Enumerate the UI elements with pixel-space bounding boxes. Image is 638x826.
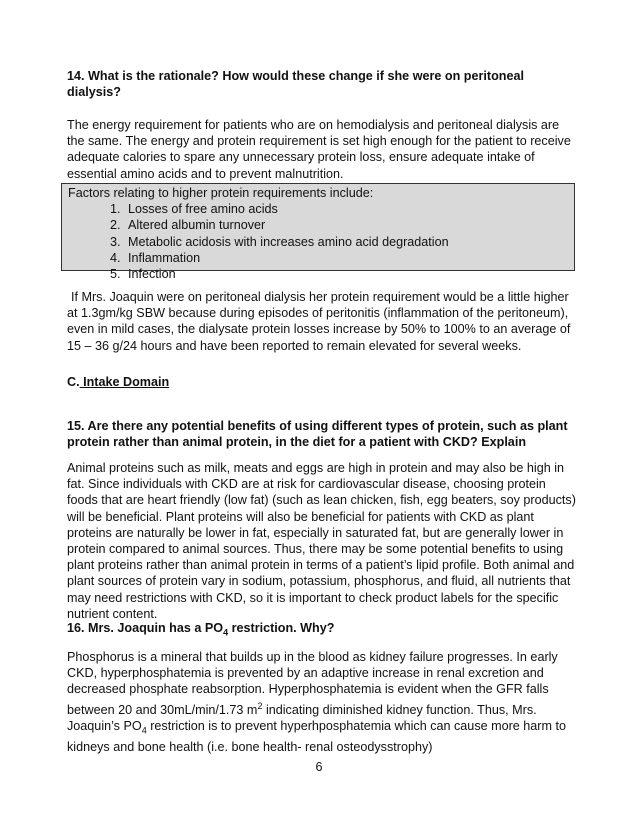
answer-16-part2: indicating diminished kidney function. Thus, Mrs. Joaquin’s PO [67,702,537,733]
answer-16-part3: restriction is to prevent hyperhposphatemia which can cause more harm to kidneys and bone health (i.e. bone health- renal osteodysstrophy) [67,719,566,754]
section-c-title: Intake Domain [79,375,170,389]
answer-16-part1: Phosphorus is a mineral that builds up in the blood as kidney failure progresses. In early CKD, hyperphosphatemia is prevented by an adaptive increase in renal excretion and decreased phosphate reabsorption. Hyperphosphatemia is evident when the GFR falls between 20 and 30mL/min/1.73 m [67,650,558,717]
answer-14: The energy requirement for patients who are on hemodialysis and peritoneal dialysis are the same. The energy and protein requirement is set high enough for the patient to receive adequate calories to spare any unnecessary protein loss, ensure adequate intake of essential amino acids and to prevent malnutrition. [67,118,571,181]
question-14: 14. What is the rationale? How would these change if she were on peritoneal dialysis? [67,69,524,100]
question-15: 15. Are there any potential benefits of using different types of protein, such as plant protein rather than animal protein, in the diet for a patient with CKD? Explain [67,419,568,450]
question-16 [67,620,577,641]
peritoneal-paragraph: If Mrs. Joaquin were on peritoneal dialysis her protein requirement would be a little higher at 1.3gm/kg SBW because during episodes of peritonitis (inflammation of the peritoneum), even in mild cases, the dialysate protein losses increase by 50% to 100% to an average of 15 – 36 g/24 hours and have been reported to remain elevated for several weeks. [67,290,571,353]
protein-factor-item: 3. Metabolic acidosis with increases amino acid degradation [124,234,568,250]
page-number: 6 [315,760,323,774]
protein-factor-item: 5. Infection [124,266,568,282]
answer-15: Animal proteins such as milk, meats and eggs are high in protein and may also be high in fat. Since individuals with CKD are at risk for cardiovascular disease, choosing protein foods that are heart friendly (low fat) (such as lean chicken, fish, egg beaters, soy products) will be beneficial. Plant proteins will also be beneficial for patients with CKD as plant proteins are naturally be lower in fat, especially in saturated fat, but are generally lower in protein compared to animal sources. Thus, there may be some potential benefits to using plant proteins rather than animal protein in terms of a patient’s lipid profile. Both animal and plant sources of protein vary in sodium, potassium, phosphorus, and fluid, all nutrients that may need restrictions with CKD, so it is important to check product labels for the specific nutrient content. [67,461,576,621]
protein-factors-box [61,183,575,282]
section-c-heading [67,374,577,390]
protein-factor-item: 1. Losses of free amino acids [124,201,568,217]
answer-16-superscript: 2 [257,700,263,711]
protein-factor-item: 2. Altered albumin turnover [124,217,568,233]
section-c-prefix: C. [67,375,80,389]
answer-16-subscript: 4 [141,725,147,736]
question-16-subscript: 4 [223,627,229,638]
question-16-prefix: 16. Mrs. Joaquin has a PO [67,621,224,635]
question-16-suffix: restriction. Why? [228,621,335,635]
protein-factor-item: 4. Inflammation [124,250,568,266]
answer-16 [67,649,577,755]
protein-factors-list [68,201,568,282]
protein-factors-title: Factors relating to higher protein requirements include: [68,186,374,200]
